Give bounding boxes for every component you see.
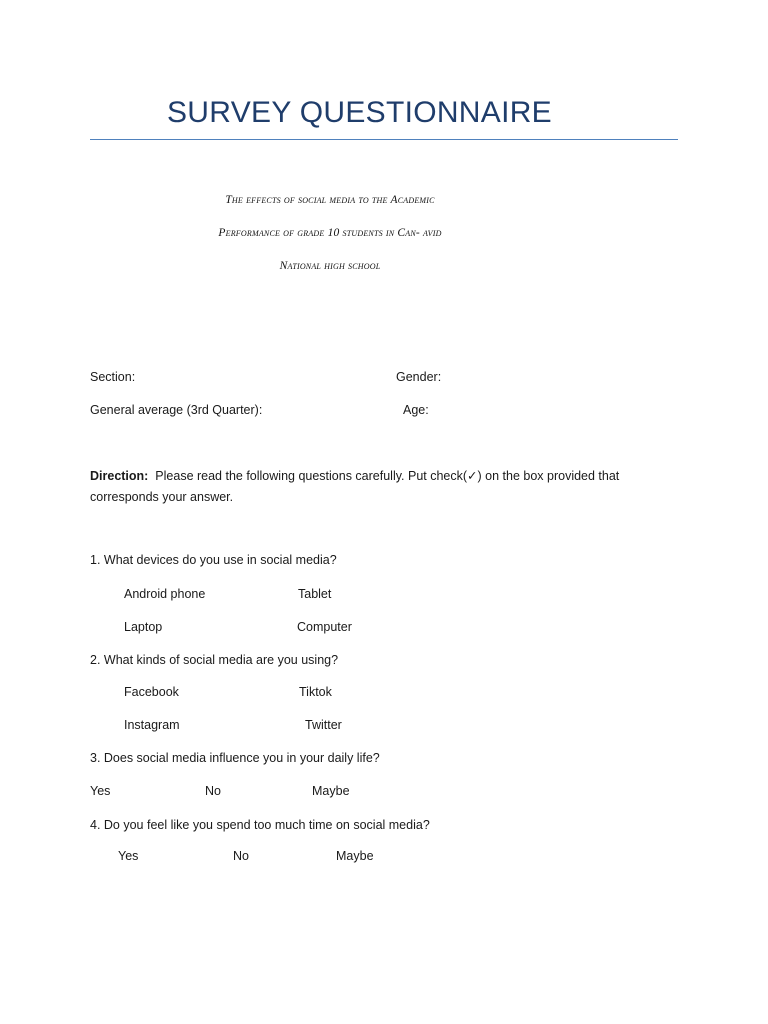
age-field-label: Age: bbox=[403, 403, 429, 417]
q4-option-yes[interactable]: Yes bbox=[118, 849, 139, 863]
title-divider bbox=[90, 139, 678, 140]
page-title: SURVEY QUESTIONNAIRE bbox=[167, 96, 552, 129]
q2-option-tiktok[interactable]: Tiktok bbox=[299, 685, 332, 699]
direction-label: Direction: bbox=[90, 469, 149, 483]
q1-option-computer[interactable]: Computer bbox=[297, 620, 352, 634]
q1-option-laptop[interactable]: Laptop bbox=[124, 620, 163, 634]
q1-option-android-phone[interactable]: Android phone bbox=[124, 587, 206, 601]
section-field-label: Section: bbox=[90, 370, 136, 384]
question-4: 4. Do you feel like you spend too much time on social media? bbox=[90, 818, 430, 832]
q2-option-twitter[interactable]: Twitter bbox=[305, 718, 342, 732]
subtitle-line-1: The effects of social media to the Academic bbox=[225, 194, 435, 206]
gender-field-label: Gender: bbox=[396, 370, 442, 384]
q2-option-instagram[interactable]: Instagram bbox=[124, 718, 180, 732]
question-3: 3. Does social media influence you in your daily life? bbox=[90, 751, 380, 765]
q3-option-no[interactable]: No bbox=[205, 784, 221, 798]
question-2: 2. What kinds of social media are you using? bbox=[90, 653, 339, 667]
general-average-field-label: General average (3rd Quarter): bbox=[90, 403, 263, 417]
q4-option-no[interactable]: No bbox=[233, 849, 249, 863]
q1-option-tablet[interactable]: Tablet bbox=[298, 587, 332, 601]
subtitle-line-2: Performance of grade 10 students in Can- avid bbox=[218, 227, 442, 239]
direction-text: Please read the following questions carefully. Put check(✓) on the box provided that corresponds your answer. bbox=[90, 469, 620, 504]
q2-option-facebook[interactable]: Facebook bbox=[124, 685, 179, 699]
question-1: 1. What devices do you use in social media? bbox=[90, 553, 337, 567]
subtitle-line-3: National high school bbox=[279, 260, 381, 272]
direction-paragraph bbox=[90, 466, 650, 508]
q4-option-maybe[interactable]: Maybe bbox=[336, 849, 374, 863]
q3-option-yes[interactable]: Yes bbox=[90, 784, 111, 798]
q3-option-maybe[interactable]: Maybe bbox=[312, 784, 350, 798]
